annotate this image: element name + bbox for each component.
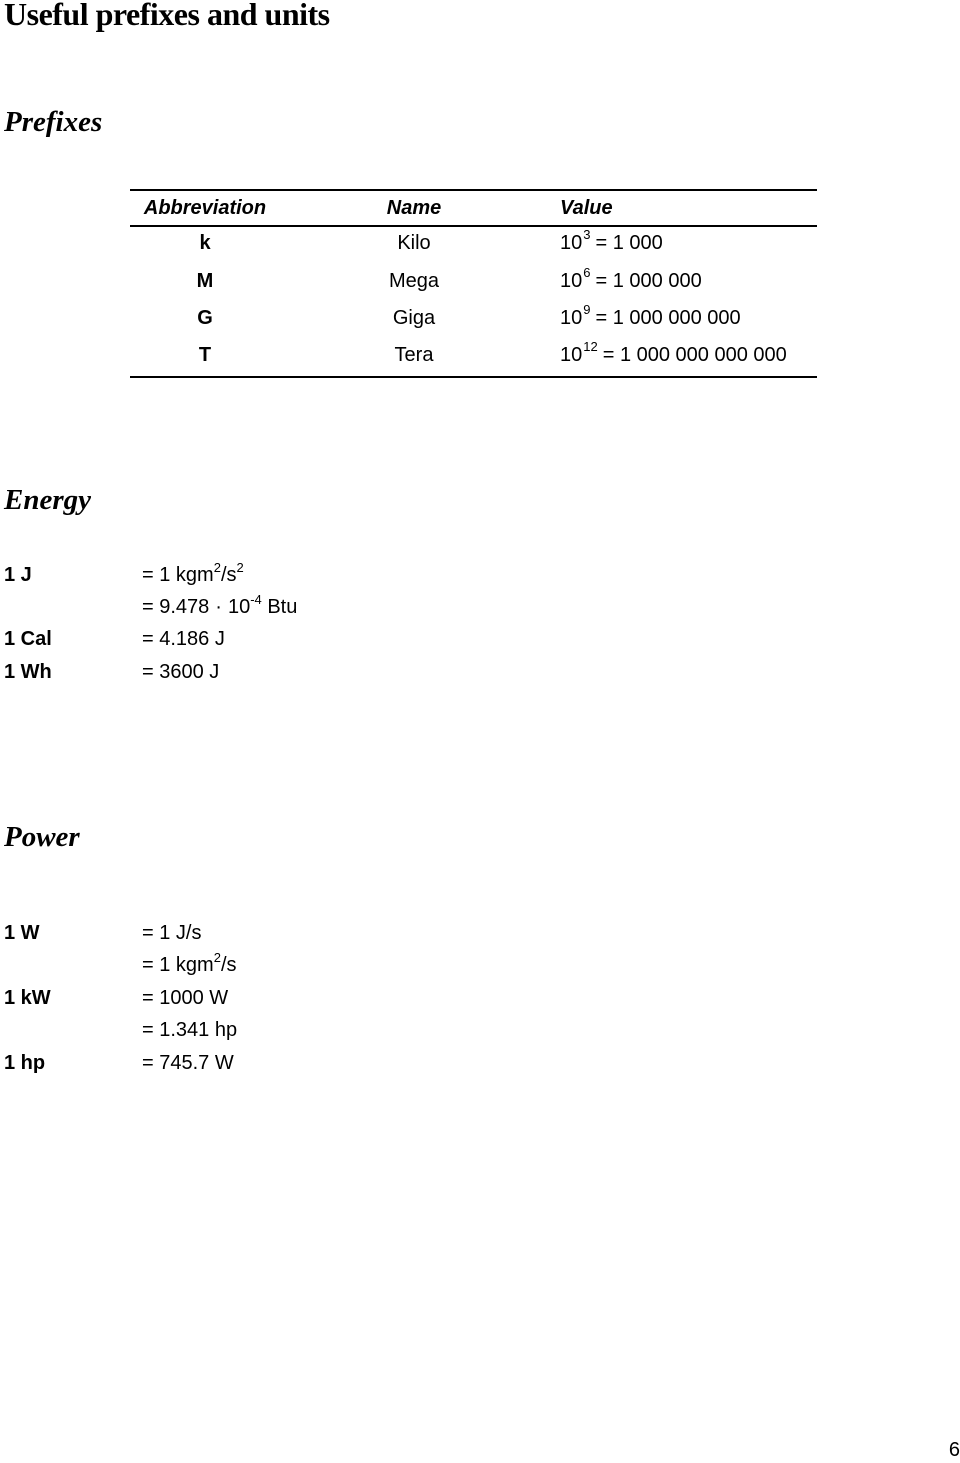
equivalence-text: /s	[220, 564, 237, 586]
prefix-value	[560, 225, 663, 263]
power-heading: Power	[4, 821, 80, 853]
unit-equivalence: = 1000 W	[142, 987, 229, 1009]
superscript: 2	[213, 560, 221, 575]
prefix-name: Mega	[388, 270, 440, 292]
unit-equivalence	[142, 591, 297, 625]
equivalence-text: = 9.478	[142, 596, 210, 618]
list-item	[0, 623, 960, 656]
value-base: 10	[560, 232, 583, 254]
value-exponent: 6	[583, 265, 591, 280]
unit-label: 1 W	[4, 922, 40, 944]
list-item	[0, 917, 960, 950]
unit-label: 1 Cal	[4, 628, 52, 650]
unit-label: 1 kW	[4, 987, 51, 1009]
value-expanded: = 1 000	[595, 232, 663, 254]
value-expanded: = 1 000 000 000 000	[602, 344, 787, 366]
unit-equivalence: = 3600 J	[142, 661, 220, 683]
value-base: 10	[560, 344, 583, 366]
value-expanded: = 1 000 000 000	[595, 307, 741, 329]
superscript: 2	[236, 560, 244, 575]
unit-label: 1 J	[4, 564, 32, 586]
multiplication-dot: ·	[215, 596, 222, 618]
unit-equivalence	[142, 559, 244, 593]
table-row	[130, 337, 817, 374]
list-item	[0, 559, 960, 592]
page-number: 6	[948, 1439, 960, 1461]
unit-label: 1 hp	[4, 1052, 46, 1074]
table-header	[130, 191, 817, 227]
equivalence-text: Btu	[261, 596, 298, 618]
table-row	[130, 300, 817, 337]
prefix-table	[130, 189, 817, 378]
prefixes-heading: Prefixes	[4, 106, 103, 138]
table-row	[130, 225, 817, 262]
unit-equivalence: = 1.341 hp	[142, 1019, 238, 1041]
unit-equivalence: = 1 J/s	[142, 922, 202, 944]
superscript: -4	[250, 592, 262, 607]
superscript: 2	[213, 950, 221, 965]
list-item	[0, 1047, 960, 1080]
prefix-value	[560, 300, 741, 338]
table-row	[130, 263, 817, 300]
prefix-abbreviation: G	[197, 307, 213, 329]
list-item	[0, 656, 960, 689]
column-header-abbreviation: Abbreviation	[143, 197, 267, 219]
value-expanded: = 1 000 000	[595, 270, 702, 292]
unit-equivalence: = 745.7 W	[142, 1052, 234, 1074]
page-title: Useful prefixes and units	[4, 0, 330, 32]
prefix-name: Tera	[394, 344, 434, 366]
unit-label: 1 Wh	[4, 661, 52, 683]
energy-heading: Energy	[4, 484, 91, 516]
value-exponent: 9	[583, 302, 591, 317]
list-item	[0, 982, 960, 1015]
equivalence-text: /s	[220, 954, 237, 976]
equivalence-text: 10	[227, 596, 251, 618]
list-item	[0, 1014, 960, 1047]
value-exponent: 12	[583, 339, 598, 354]
prefix-value	[560, 337, 787, 375]
equivalence-text: = 1 kgm	[142, 954, 214, 976]
column-header-name: Name	[386, 197, 442, 219]
unit-equivalence: = 4.186 J	[142, 628, 225, 650]
equivalence-text: = 1 kgm	[142, 564, 214, 586]
value-base: 10	[560, 307, 583, 329]
prefix-name: Giga	[392, 307, 436, 329]
prefix-abbreviation: k	[199, 232, 211, 254]
list-item	[0, 949, 960, 982]
value-base: 10	[560, 270, 583, 292]
prefix-value	[560, 263, 702, 301]
unit-equivalence	[142, 949, 237, 983]
column-header-value: Value	[560, 197, 613, 219]
prefix-abbreviation: T	[198, 344, 212, 366]
list-item	[0, 591, 960, 624]
prefix-abbreviation: M	[196, 270, 214, 292]
value-exponent: 3	[583, 227, 591, 242]
prefix-name: Kilo	[397, 232, 431, 254]
